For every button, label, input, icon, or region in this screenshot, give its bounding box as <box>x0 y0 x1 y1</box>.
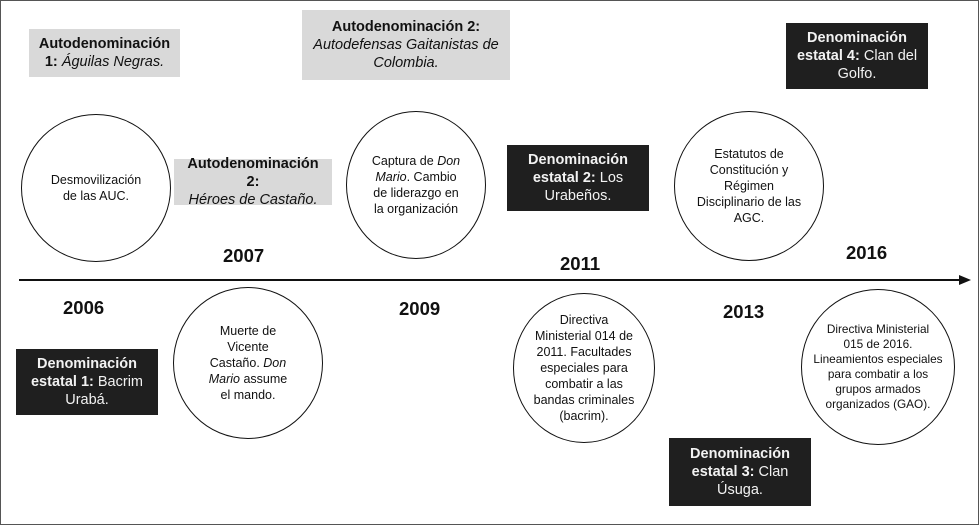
self-name-label: Autodenominación <box>38 36 171 52</box>
state-name-box-2 <box>507 145 649 211</box>
event-circle-captura-don-mario <box>346 111 486 259</box>
event-text-line: (bacrim). <box>559 409 609 423</box>
year-2006: 2006 <box>63 297 105 318</box>
event-text-italic: Don <box>437 154 461 168</box>
state-name-label-number: estatal 1: <box>30 374 94 390</box>
event-text-line: Lineamientos especiales <box>813 352 943 366</box>
event-text-line: organizados (GAO). <box>825 397 931 411</box>
event-text-line: Directiva <box>559 313 609 327</box>
state-name-label-number: estatal 3: <box>691 464 755 480</box>
state-name-label: Denominación <box>690 446 790 462</box>
event-text-line: Régimen <box>723 179 775 193</box>
event-text-line: Vicente <box>227 340 269 354</box>
event-text-line: Ministerial 014 de <box>535 329 633 343</box>
event-circle-desmovilizacion <box>21 114 171 262</box>
event-text-line: combatir a las <box>545 377 623 391</box>
event-text-line: . Cambio <box>406 170 457 184</box>
year-2011: 2011 <box>560 253 601 274</box>
state-name-value-cont: Urabá. <box>65 392 109 408</box>
self-name-label: Autodenominación 2: <box>187 156 319 190</box>
event-text-italic: Mario <box>375 170 407 184</box>
event-text-line: Castaño. <box>209 356 260 370</box>
self-name-box-aguilas-negras <box>29 29 180 77</box>
event-text-line: 2011. Facultades <box>536 345 632 359</box>
state-name-label: Denominación <box>528 152 628 168</box>
self-name-box-heroes-castano <box>174 156 332 208</box>
event-circle-estatutos-agc <box>674 111 824 261</box>
state-name-value: Clan del <box>863 48 918 64</box>
self-name-number: 1: <box>44 54 58 70</box>
event-text-italic: Mario <box>208 372 240 386</box>
state-name-label-number: estatal 2: <box>532 170 596 186</box>
event-text-line: bandas criminales <box>533 393 635 407</box>
event-text-line: Disciplinario de las <box>696 195 802 209</box>
event-text-line: assume <box>243 372 288 386</box>
year-2016: 2016 <box>846 242 888 263</box>
state-name-label-number: estatal 4: <box>796 48 860 64</box>
state-name-value: Bacrim <box>97 374 144 390</box>
event-text-line: el mando. <box>220 388 276 402</box>
event-text-line: Muerte de <box>219 324 277 338</box>
year-2009: 2009 <box>399 298 441 319</box>
state-name-label: Denominación <box>807 30 907 46</box>
event-text-line: de las AUC. <box>62 189 129 203</box>
event-circle-directiva-014 <box>513 293 655 443</box>
self-name-value: Héroes de Castaño. <box>188 192 318 208</box>
self-name-value: Autodefensas Gaitanistas de Colombia. <box>313 37 499 71</box>
self-name-value: Águilas Negras. <box>61 54 165 70</box>
year-2007: 2007 <box>223 245 265 266</box>
state-name-value: Los <box>599 170 624 186</box>
event-text-line: Constitución y <box>709 163 789 177</box>
event-text-line: Captura de <box>371 154 434 168</box>
event-text-line: para combatir a los <box>827 367 929 381</box>
event-text-line: grupos armados <box>835 382 921 396</box>
year-2013: 2013 <box>723 301 765 322</box>
event-text-italic: Don <box>263 356 287 370</box>
event-text-line: 015 de 2016. <box>843 337 913 351</box>
self-name-label: Autodenominación 2: <box>331 19 481 35</box>
state-name-value-cont: Urabeños. <box>544 188 612 204</box>
state-name-value: Clan <box>758 464 789 480</box>
event-circle-muerte-castano <box>173 287 323 439</box>
state-name-box-1 <box>16 349 158 415</box>
timeline-arrowhead <box>959 275 971 285</box>
event-text-line: especiales para <box>540 361 628 375</box>
event-circle-directiva-015 <box>801 289 955 445</box>
state-name-box-3 <box>669 438 811 506</box>
event-text-line: AGC. <box>733 211 765 225</box>
state-name-label: Denominación <box>37 356 137 372</box>
self-name-box-gaitanistas <box>302 10 510 80</box>
event-text-line: Desmovilización <box>50 173 142 187</box>
event-text-line: la organización <box>373 202 459 216</box>
event-text-line: Estatutos de <box>714 147 784 161</box>
state-name-value-cont: Golfo. <box>837 66 877 82</box>
state-name-value-cont: Úsuga. <box>717 482 763 498</box>
state-name-box-4 <box>786 23 928 89</box>
event-text-line: Directiva Ministerial <box>826 322 930 336</box>
event-text-line: de liderazgo en <box>373 186 459 200</box>
